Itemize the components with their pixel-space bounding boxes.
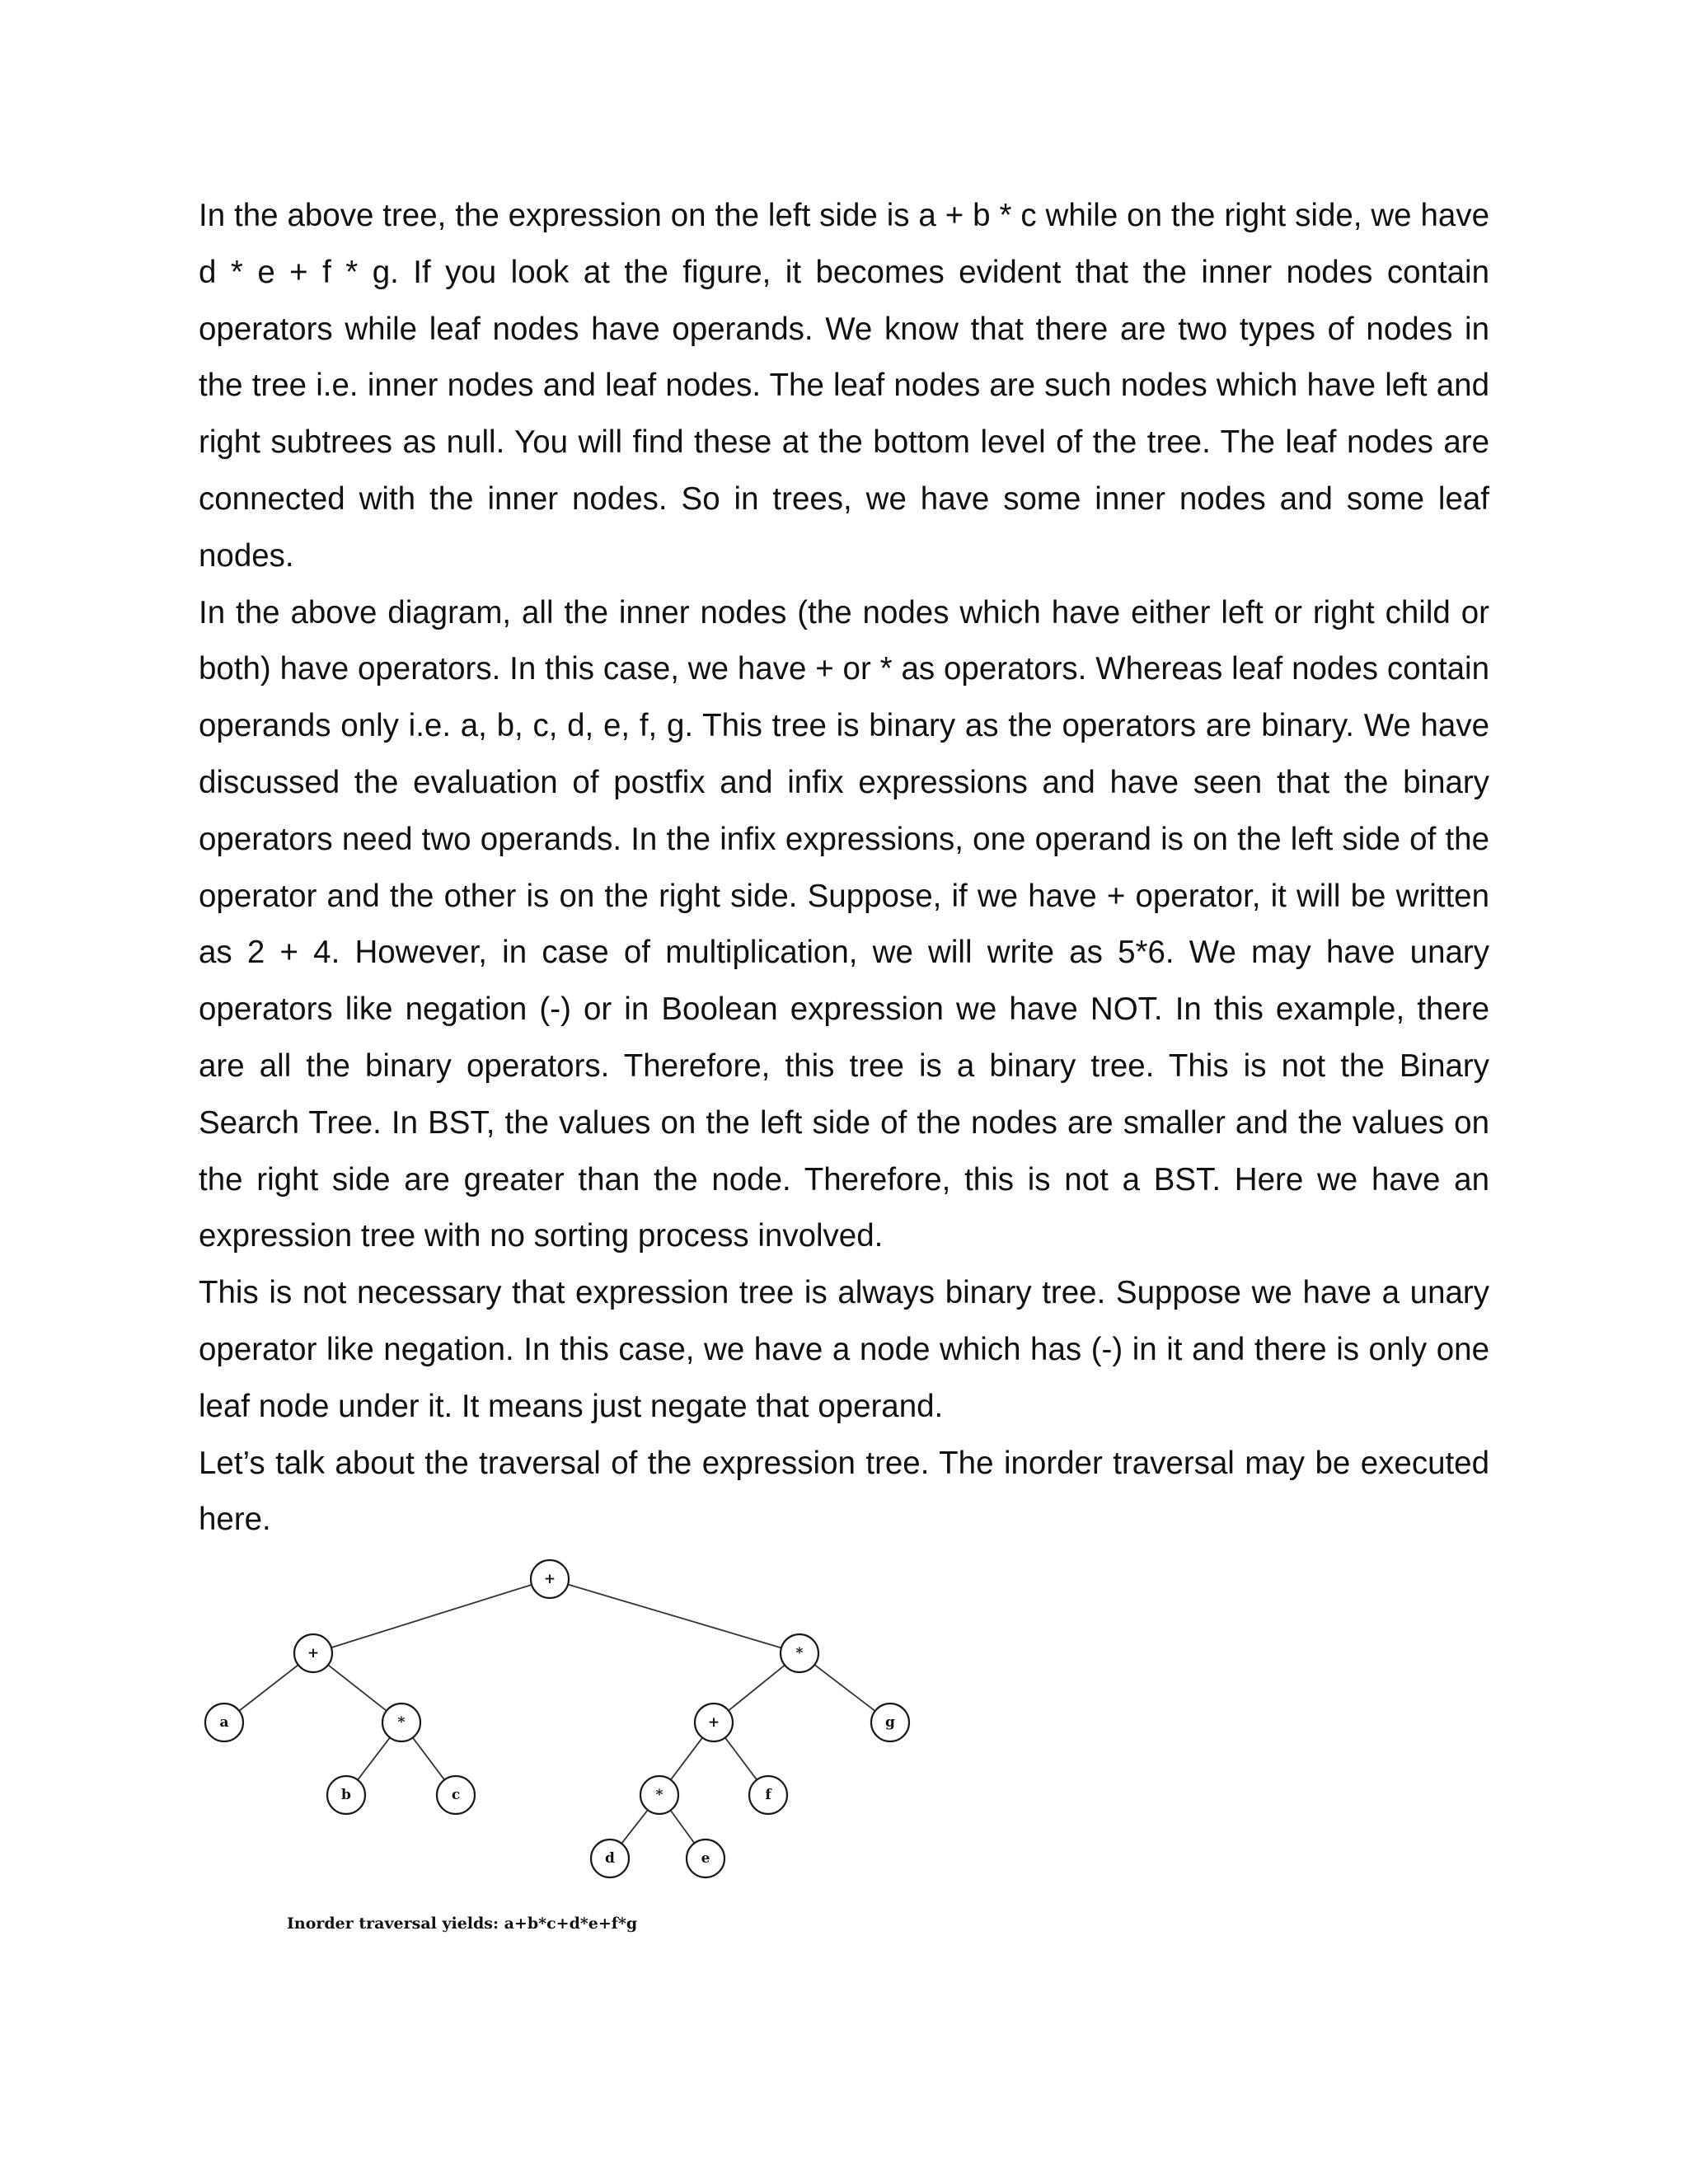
tree-node-leaf-b	[327, 1776, 365, 1814]
tree-node-label: +	[543, 1571, 556, 1587]
tree-node-label: +	[707, 1714, 720, 1731]
paragraph-2: In the above diagram, all the inner nodes (the nodes which have either left or right child or both) have operators. In this case, we have + or * as operators. Whereas leaf nodes contain operands only i.e. a, b, c, d, e, f, g. This tree is binary as the operators are binary. We have discussed the evaluation of postfix and infix expressions and have seen that the binary operators need two operands. In the infix expressions, one operand is on the left side of the operator and the other is on the right side. Suppose, if we have + operator, it will be written as 2 + 4. However, in case of multiplication, we will write as 5*6. We may have unary operators like negation (-) or in Boolean expression we have NOT. In this example, there are all the binary operators. Therefore, this tree is a binary tree. This is not the Binary Search Tree. In BST, the values on the left side of the nodes are smaller and the values on the right side are greater than the node. Therefore, this is not a BST. Here we have an expression tree with no sorting process involved.	[199, 594, 1489, 1254]
tree-node-root	[531, 1560, 569, 1598]
tree-node-label: a	[219, 1714, 229, 1731]
tree-edge-inner-star-to-leaf-e	[671, 1811, 695, 1844]
tree-node-label: *	[655, 1787, 663, 1803]
tree-edge-root-to-left-plus	[331, 1585, 532, 1647]
tree-edge-left-plus-to-leaf-a	[239, 1665, 298, 1711]
tree-node-label: d	[605, 1850, 615, 1867]
tree-edge-right-plus-to-leaf-f	[725, 1737, 757, 1779]
tree-node-leaf-f	[749, 1776, 787, 1814]
tree-nodes	[205, 1560, 909, 1877]
tree-edge-inner-star-to-leaf-d	[621, 1810, 648, 1844]
tree-node-leaf-d	[591, 1840, 629, 1877]
body-text	[199, 188, 1489, 1549]
tree-node-label: f	[765, 1787, 771, 1803]
expression-tree-diagram	[190, 1549, 973, 1953]
tree-node-label: g	[885, 1714, 895, 1731]
tree-edge-root-to-right-star	[568, 1585, 781, 1648]
tree-node-right-plus	[695, 1704, 733, 1741]
expression-tree-figure	[190, 1549, 973, 1953]
tree-node-label: +	[307, 1645, 320, 1661]
paragraph-4: Let’s talk about the traversal of the expression tree. The inorder traversal may be executed here.	[199, 1445, 1489, 1538]
tree-edge-right-star-to-leaf-g	[814, 1665, 874, 1711]
tree-edge-left-star-to-leaf-c	[413, 1737, 444, 1779]
tree-node-label: c	[451, 1787, 461, 1803]
tree-node-inner-star	[640, 1776, 678, 1814]
tree-edge-right-plus-to-inner-star	[671, 1737, 702, 1779]
tree-node-leaf-g	[871, 1704, 909, 1741]
tree-node-leaf-a	[205, 1704, 243, 1741]
tree-node-label: *	[795, 1645, 804, 1661]
paragraph-1: In the above tree, the expression on the left side is a + b * c while on the right side, we have d * e + f * g. If you look at the figure, it becomes evident that the inner nodes contain operators while leaf nodes have operands. We know that there are two types of nodes in the tree i.e. inner nodes and leaf nodes. The leaf nodes are such nodes which have left and right subtrees as null. You will find these at the bottom level of the tree. The leaf nodes are connected with the inner nodes. So in trees, we have some inner nodes and some leaf nodes.	[199, 198, 1489, 574]
paragraph-3: This is not necessary that expression tree is always binary tree. Suppose we have a unary operator like negation. In this case, we have a node which has (-) in it and there is only one leaf node under it. It means just negate that operand.	[199, 1275, 1489, 1424]
tree-node-right-star	[781, 1634, 818, 1672]
tree-edge-right-star-to-right-plus	[729, 1665, 785, 1710]
tree-node-label: *	[397, 1714, 406, 1731]
tree-edge-left-star-to-leaf-b	[358, 1737, 390, 1779]
tree-node-left-plus	[294, 1634, 332, 1672]
tree-node-leaf-c	[437, 1776, 475, 1814]
tree-node-label: e	[701, 1850, 710, 1867]
tree-node-label: b	[341, 1787, 351, 1803]
figure-caption: Inorder traversal yields: a+b*c+d*e+f*g	[287, 1915, 638, 1933]
tree-node-left-star	[382, 1704, 420, 1741]
tree-node-leaf-e	[687, 1840, 724, 1877]
tree-edge-left-plus-to-left-star	[328, 1665, 387, 1711]
